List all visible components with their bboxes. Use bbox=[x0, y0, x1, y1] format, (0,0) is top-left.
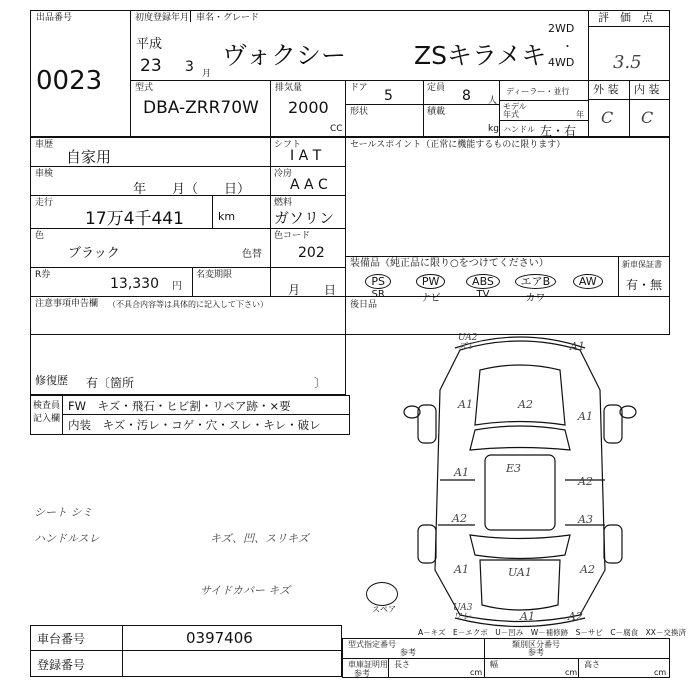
warranty-label: 新車保証書 bbox=[622, 260, 662, 269]
expiry: 月 日 bbox=[288, 283, 337, 297]
length-unit: cm bbox=[470, 668, 483, 677]
dealer-label: ディーラー・並行 bbox=[506, 87, 570, 96]
equipment-name: PW bbox=[416, 274, 446, 289]
color: ブラック bbox=[68, 246, 120, 261]
handle-label: ハンドル bbox=[503, 125, 535, 134]
damage-roof: E3 bbox=[506, 462, 522, 475]
equipment-name: PS bbox=[365, 274, 391, 289]
model-label: 型式 bbox=[135, 83, 154, 93]
note-handle-wear: ハンドルスレ bbox=[34, 532, 100, 545]
shift: I A T bbox=[290, 148, 322, 164]
damage-right-rear-door: A3 bbox=[578, 513, 593, 526]
damage-legend: A－キズ E－エクボ U－凹み W－補修跡 S－サビ C－腐食 XX－交換済 bbox=[418, 628, 686, 637]
drive-dot: ・ bbox=[562, 40, 573, 53]
doors: 5 bbox=[384, 88, 393, 104]
category-sub: 参考 bbox=[528, 648, 544, 657]
capacity-label: 定員 bbox=[427, 83, 446, 93]
damage-bottom-left: UA3 ワレ bbox=[453, 603, 473, 622]
model-year-label: モデル年式 bbox=[503, 102, 527, 119]
spare-label: スペア bbox=[372, 605, 396, 614]
mileage-label: 走行 bbox=[35, 198, 54, 208]
chassis-number: 0397406 bbox=[186, 629, 253, 647]
km-unit: km bbox=[218, 210, 236, 223]
rear-items-label: 後日品 bbox=[350, 300, 378, 310]
rating-title: 評 価 点 bbox=[598, 11, 653, 24]
exterior-grade: C bbox=[601, 108, 614, 127]
displacement-label: 排気量 bbox=[275, 83, 303, 93]
category-label: 類別区分番号 bbox=[512, 640, 560, 649]
equipment-item bbox=[562, 270, 614, 289]
note-side-cover: サイドカバー キズ bbox=[200, 584, 291, 597]
equipment-sub: カワ bbox=[525, 293, 546, 304]
exterior-label: 外 装 bbox=[593, 83, 619, 96]
person-unit: 人 bbox=[488, 96, 498, 106]
reg-number-label: 登録番号 bbox=[37, 658, 86, 672]
inspector-line-2: 内装 キズ・汚レ・コゲ・穴・スレ・キレ・破レ bbox=[68, 418, 321, 432]
drive-4wd: 4WD bbox=[548, 56, 575, 69]
fuel: ガソリン bbox=[274, 209, 335, 227]
loading-label: 積載 bbox=[427, 107, 446, 117]
equipment-label: 装備品（純正品に限り○をつけてください） bbox=[350, 258, 549, 269]
repair-label: 修復歴 bbox=[35, 374, 68, 387]
color-change: 色替 bbox=[242, 249, 262, 260]
equipment-sub: TV bbox=[476, 289, 490, 300]
note-seat-stain: シート シミ bbox=[34, 506, 93, 519]
damage-left-front-door: A1 bbox=[454, 466, 469, 479]
cc-unit: CC bbox=[330, 124, 343, 134]
car-name: ヴォクシー bbox=[222, 41, 347, 70]
damage-bottom-center: A1 bbox=[520, 610, 535, 623]
damage-right-rear-fender: A2 bbox=[580, 563, 595, 576]
reg-year: 23 bbox=[140, 56, 162, 76]
damage-rear-gate: UA1 bbox=[508, 566, 532, 579]
damage-left-rear-fender: A1 bbox=[454, 563, 469, 576]
equipment-name: ABS bbox=[466, 274, 500, 289]
mileage: 17万4千441 bbox=[85, 209, 184, 229]
type-designation-sub: 参考 bbox=[400, 648, 416, 657]
rating-score: 3.5 bbox=[613, 52, 642, 73]
interior-label: 内 装 bbox=[634, 83, 660, 96]
lot-label: 出品番号 bbox=[36, 13, 73, 23]
notes-label: 注意事項申告欄 bbox=[35, 299, 99, 309]
sales-point-label: セールスポイント（正常に機能するものに限ります） bbox=[350, 140, 566, 150]
grade: ZSキラメキ bbox=[414, 41, 547, 70]
equipment-sub: SR bbox=[371, 289, 385, 300]
equipment-item bbox=[509, 270, 561, 304]
reg-month: 3 bbox=[185, 59, 194, 75]
repair-value: 有〔箇所 〕 bbox=[86, 376, 327, 390]
first-reg-label: 初度登録年月 bbox=[135, 13, 190, 23]
warranty-value: 有・無 bbox=[626, 278, 663, 292]
spare-tire-icon bbox=[366, 582, 398, 606]
notes-sublabel: （不具合内容等は具体的に記入して下さい） bbox=[108, 300, 268, 309]
damage-top-right: A1 bbox=[570, 340, 585, 353]
model-code: DBA-ZRR70W bbox=[143, 98, 259, 118]
height-unit: cm bbox=[654, 668, 667, 677]
equipment-list bbox=[352, 270, 614, 304]
equipment-name: AW bbox=[573, 274, 603, 289]
interior-grade: C bbox=[641, 108, 654, 127]
inspection: 年 月（ 日） bbox=[133, 182, 251, 197]
name-grade-label: 車名・グレード bbox=[196, 13, 260, 23]
fuel-label: 燃料 bbox=[274, 198, 293, 208]
color-label: 色 bbox=[35, 231, 45, 241]
equipment-name: エアB bbox=[515, 274, 557, 289]
recycle: 13,330 bbox=[110, 276, 159, 292]
width-unit: cm bbox=[565, 668, 578, 677]
yen-unit: 円 bbox=[172, 281, 182, 292]
equipment-sub: ナビ bbox=[420, 293, 441, 304]
damage-front-left-fender: A1 bbox=[458, 398, 473, 411]
capacity: 8 bbox=[462, 88, 471, 104]
history: 自家用 bbox=[66, 148, 112, 166]
expiry-label: 名変期限 bbox=[196, 270, 233, 280]
divider bbox=[130, 10, 131, 137]
kg-unit: kg bbox=[488, 124, 499, 134]
damage-bottom-right: A2 bbox=[568, 610, 583, 623]
damage-front-right-fender: A1 bbox=[578, 410, 593, 423]
car-damage-diagram bbox=[400, 330, 640, 630]
aircon-label: 冷房 bbox=[274, 169, 293, 179]
chassis-label: 車台番号 bbox=[37, 632, 86, 646]
lot-number: 0023 bbox=[36, 66, 103, 96]
recycle-label: R券 bbox=[35, 270, 51, 280]
damage-left-rear-door: A2 bbox=[452, 512, 467, 525]
height-label: 高さ bbox=[584, 660, 600, 669]
width-label: 幅 bbox=[490, 660, 498, 669]
certificate-sub: 参考 bbox=[354, 669, 370, 678]
damage-right-front-door: A2 bbox=[578, 475, 593, 488]
length-label: 長さ bbox=[394, 660, 410, 669]
damage-hood: A2 bbox=[518, 398, 533, 411]
aircon: A A C bbox=[290, 177, 328, 193]
damage-top-left: UA2 ズレ bbox=[458, 333, 478, 352]
equipment-item bbox=[404, 270, 456, 304]
inspector-line-1: FW キズ・飛石・ヒビ割・リペア跡・×要 bbox=[68, 399, 291, 413]
inspector-label-1: 検査員 bbox=[33, 401, 61, 411]
handle-value: 左・右 bbox=[540, 124, 577, 138]
era: 平成 bbox=[136, 37, 163, 52]
type-designation-label: 型式指定番号 bbox=[348, 640, 396, 649]
doors-label: ドア bbox=[350, 83, 368, 93]
inspection-label: 車検 bbox=[35, 169, 54, 179]
displacement: 2000 bbox=[288, 98, 329, 117]
color-code: 202 bbox=[298, 245, 325, 261]
color-code-label: 色コード bbox=[274, 231, 311, 241]
note-scratches: キズ、凹、スリキズ bbox=[210, 532, 309, 545]
year-unit: 年 bbox=[576, 110, 584, 119]
drive-2wd: 2WD bbox=[548, 22, 575, 35]
certificate-label: 車庫証明用 bbox=[348, 660, 388, 669]
inspector-label-2: 記入欄 bbox=[33, 414, 61, 424]
history-label: 車歴 bbox=[35, 140, 54, 150]
month-unit: 月 bbox=[202, 69, 212, 79]
shift-label: シフト bbox=[274, 140, 302, 150]
shape-label: 形状 bbox=[350, 107, 369, 117]
